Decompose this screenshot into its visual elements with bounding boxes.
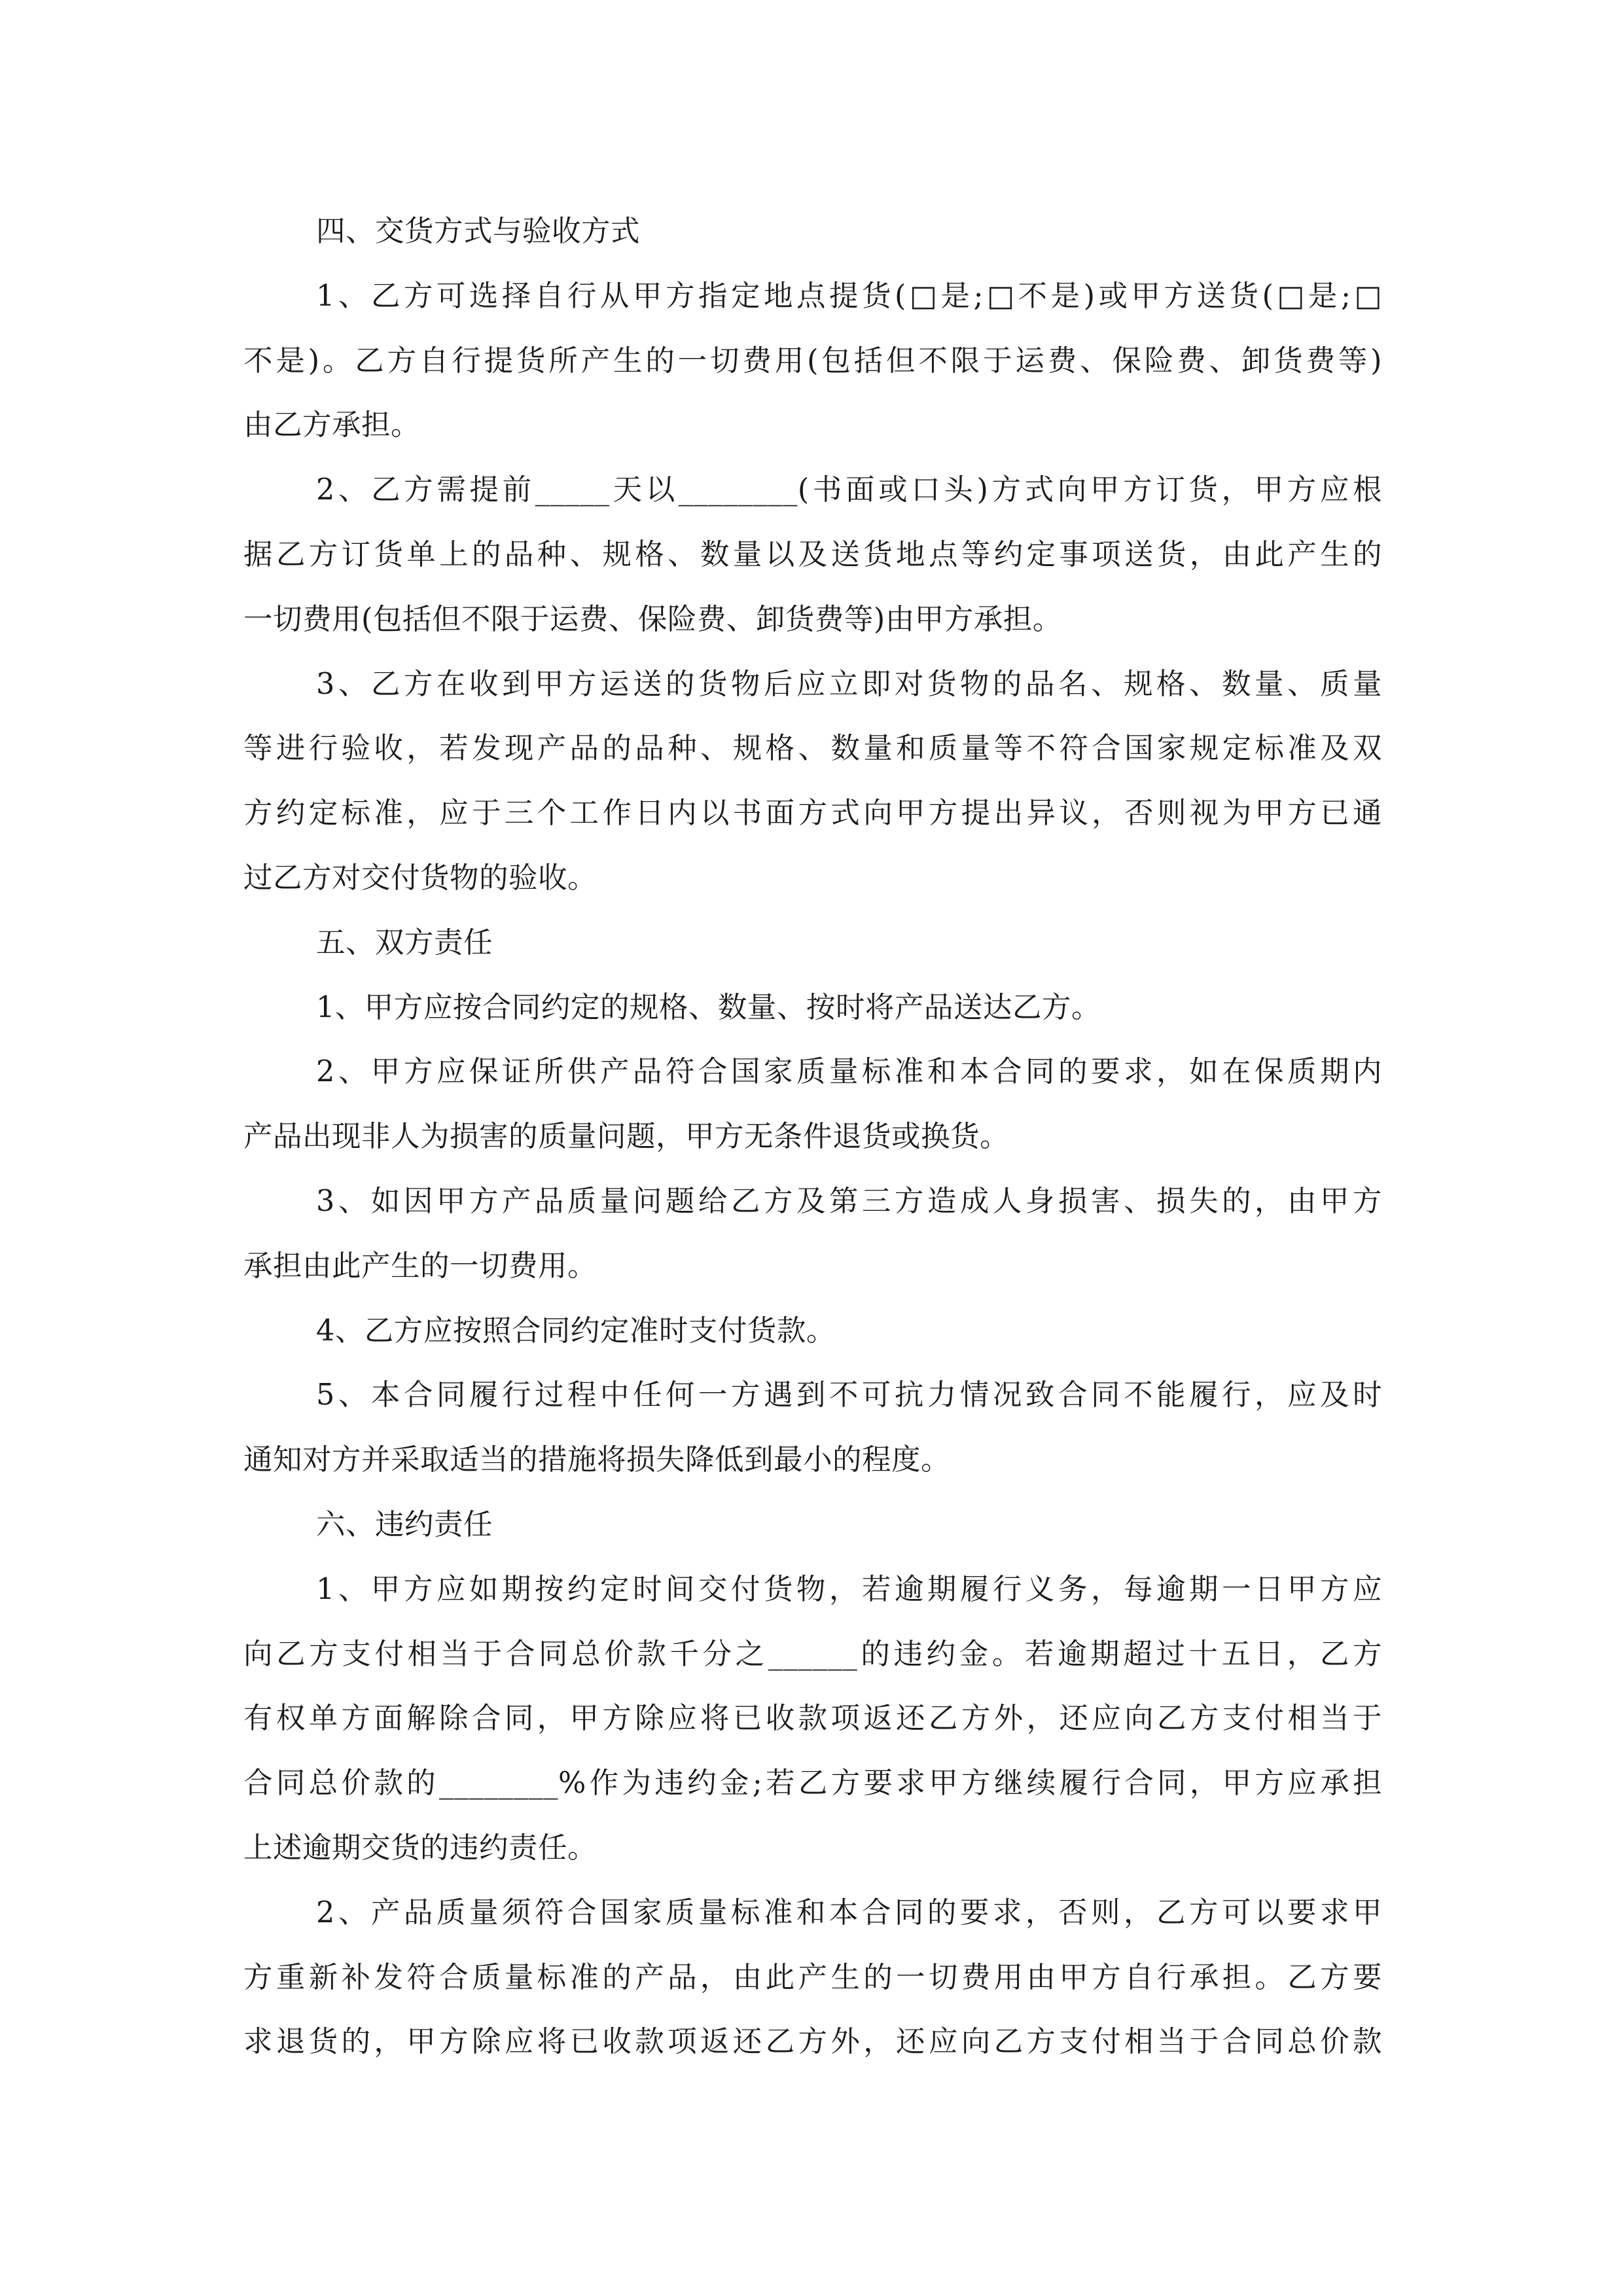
paragraph-line: 2、乙方需提前_____天以________(书面或口头)方式向甲方订货，甲方应根 [316, 473, 1382, 507]
paragraph-line: 产品出现非人为损害的质量问题，甲方无条件退货或换货。 [243, 1120, 1010, 1154]
paragraph-line: 不是)。乙方自行提货所产生的一切费用(包括但不限于运费、保险费、卸货费等) [243, 344, 1382, 378]
clause-paragraph [243, 1040, 1382, 1170]
paragraph-line: 上述逾期交货的违约责任。 [243, 1831, 597, 1865]
heading-text: 六、违约责任 [316, 1507, 493, 1541]
clause-paragraph [243, 976, 1382, 1041]
paragraph-line: 3、如因甲方产品质量问题给乙方及第三方造成人身损害、损失的，由甲方 [316, 1184, 1382, 1218]
clause-paragraph [243, 1299, 1382, 1364]
paragraph-line: 等进行验收，若发现产品的品种、规格、数量和质量等不符合国家规定标准及双 [243, 732, 1382, 766]
section-heading [243, 200, 1382, 264]
clause-paragraph [243, 1363, 1382, 1493]
clause-paragraph [243, 264, 1382, 458]
section-heading [243, 1493, 1382, 1558]
paragraph-line: 承担由此产生的一切费用。 [243, 1249, 597, 1283]
section-heading [243, 911, 1382, 976]
paragraph-line: 1、甲方应如期按约定时间交付货物，若逾期履行义务，每逾期一日甲方应 [316, 1572, 1382, 1606]
paragraph-line: 通知对方并采取适当的措施将损失降低到最小的程度。 [243, 1443, 951, 1477]
paragraph-line: 1、乙方可选择自行从甲方指定地点提货(□是;□不是)或甲方送货(□是;□ [316, 279, 1382, 313]
heading-text: 五、双方责任 [316, 925, 493, 960]
paragraph-line: 求退货的，甲方除应将已收款项返还乙方外，还应向乙方支付相当于合同总价款 [243, 2025, 1382, 2059]
clause-paragraph [243, 458, 1382, 652]
paragraph-line: 据乙方订货单上的品种、规格、数量以及送货地点等约定事项送货，由此产生的 [243, 537, 1382, 571]
paragraph-line: 3、乙方在收到甲方运送的货物后应立即对货物的品名、规格、数量、质量 [316, 667, 1382, 701]
paragraph-line: 由乙方承担。 [243, 408, 421, 442]
heading-text: 四、交货方式与验收方式 [316, 215, 641, 248]
paragraph-line: 1、甲方应按合同约定的规格、数量、按时将产品送达乙方。 [316, 990, 1101, 1024]
paragraph-line: 有权单方面解除合同，甲方除应将已收款项返还乙方外，还应向乙方支付相当于 [243, 1702, 1382, 1736]
paragraph-line: 向乙方支付相当于合同总价款千分之______的违约金。若逾期超过十五日，乙方 [243, 1637, 1382, 1671]
clause-paragraph [243, 653, 1382, 911]
paragraph-line: 过乙方对交付货物的验收。 [243, 861, 597, 895]
paragraph-line: 5、本合同履行过程中任何一方遇到不可抗力情况致合同不能履行，应及时 [316, 1378, 1382, 1412]
paragraph-line: 4、乙方应按照合同约定准时支付货款。 [316, 1314, 836, 1348]
paragraph-line: 一切费用(包括但不限于运费、保险费、卸货费等)由甲方承担。 [243, 602, 1062, 636]
paragraph-line: 方约定标准，应于三个工作日内以书面方式向甲方提出异议，否则视为甲方已通 [243, 797, 1382, 831]
paragraph-line: 2、甲方应保证所供产品符合国家质量标准和本合同的要求，如在保质期内 [316, 1055, 1382, 1089]
clause-paragraph [243, 1881, 1382, 2075]
paragraph-line: 2、产品质量须符合国家质量标准和本合同的要求，否则，乙方可以要求甲 [316, 1895, 1382, 1929]
paragraph-line: 方重新补发符合质量标准的产品，由此产生的一切费用由甲方自行承担。乙方要 [243, 1960, 1382, 1994]
clause-paragraph [243, 1170, 1382, 1299]
paragraph-line: 合同总价款的________%作为违约金;若乙方要求甲方继续履行合同，甲方应承担 [243, 1767, 1382, 1801]
document-body [243, 200, 1382, 2075]
clause-paragraph [243, 1558, 1382, 1881]
